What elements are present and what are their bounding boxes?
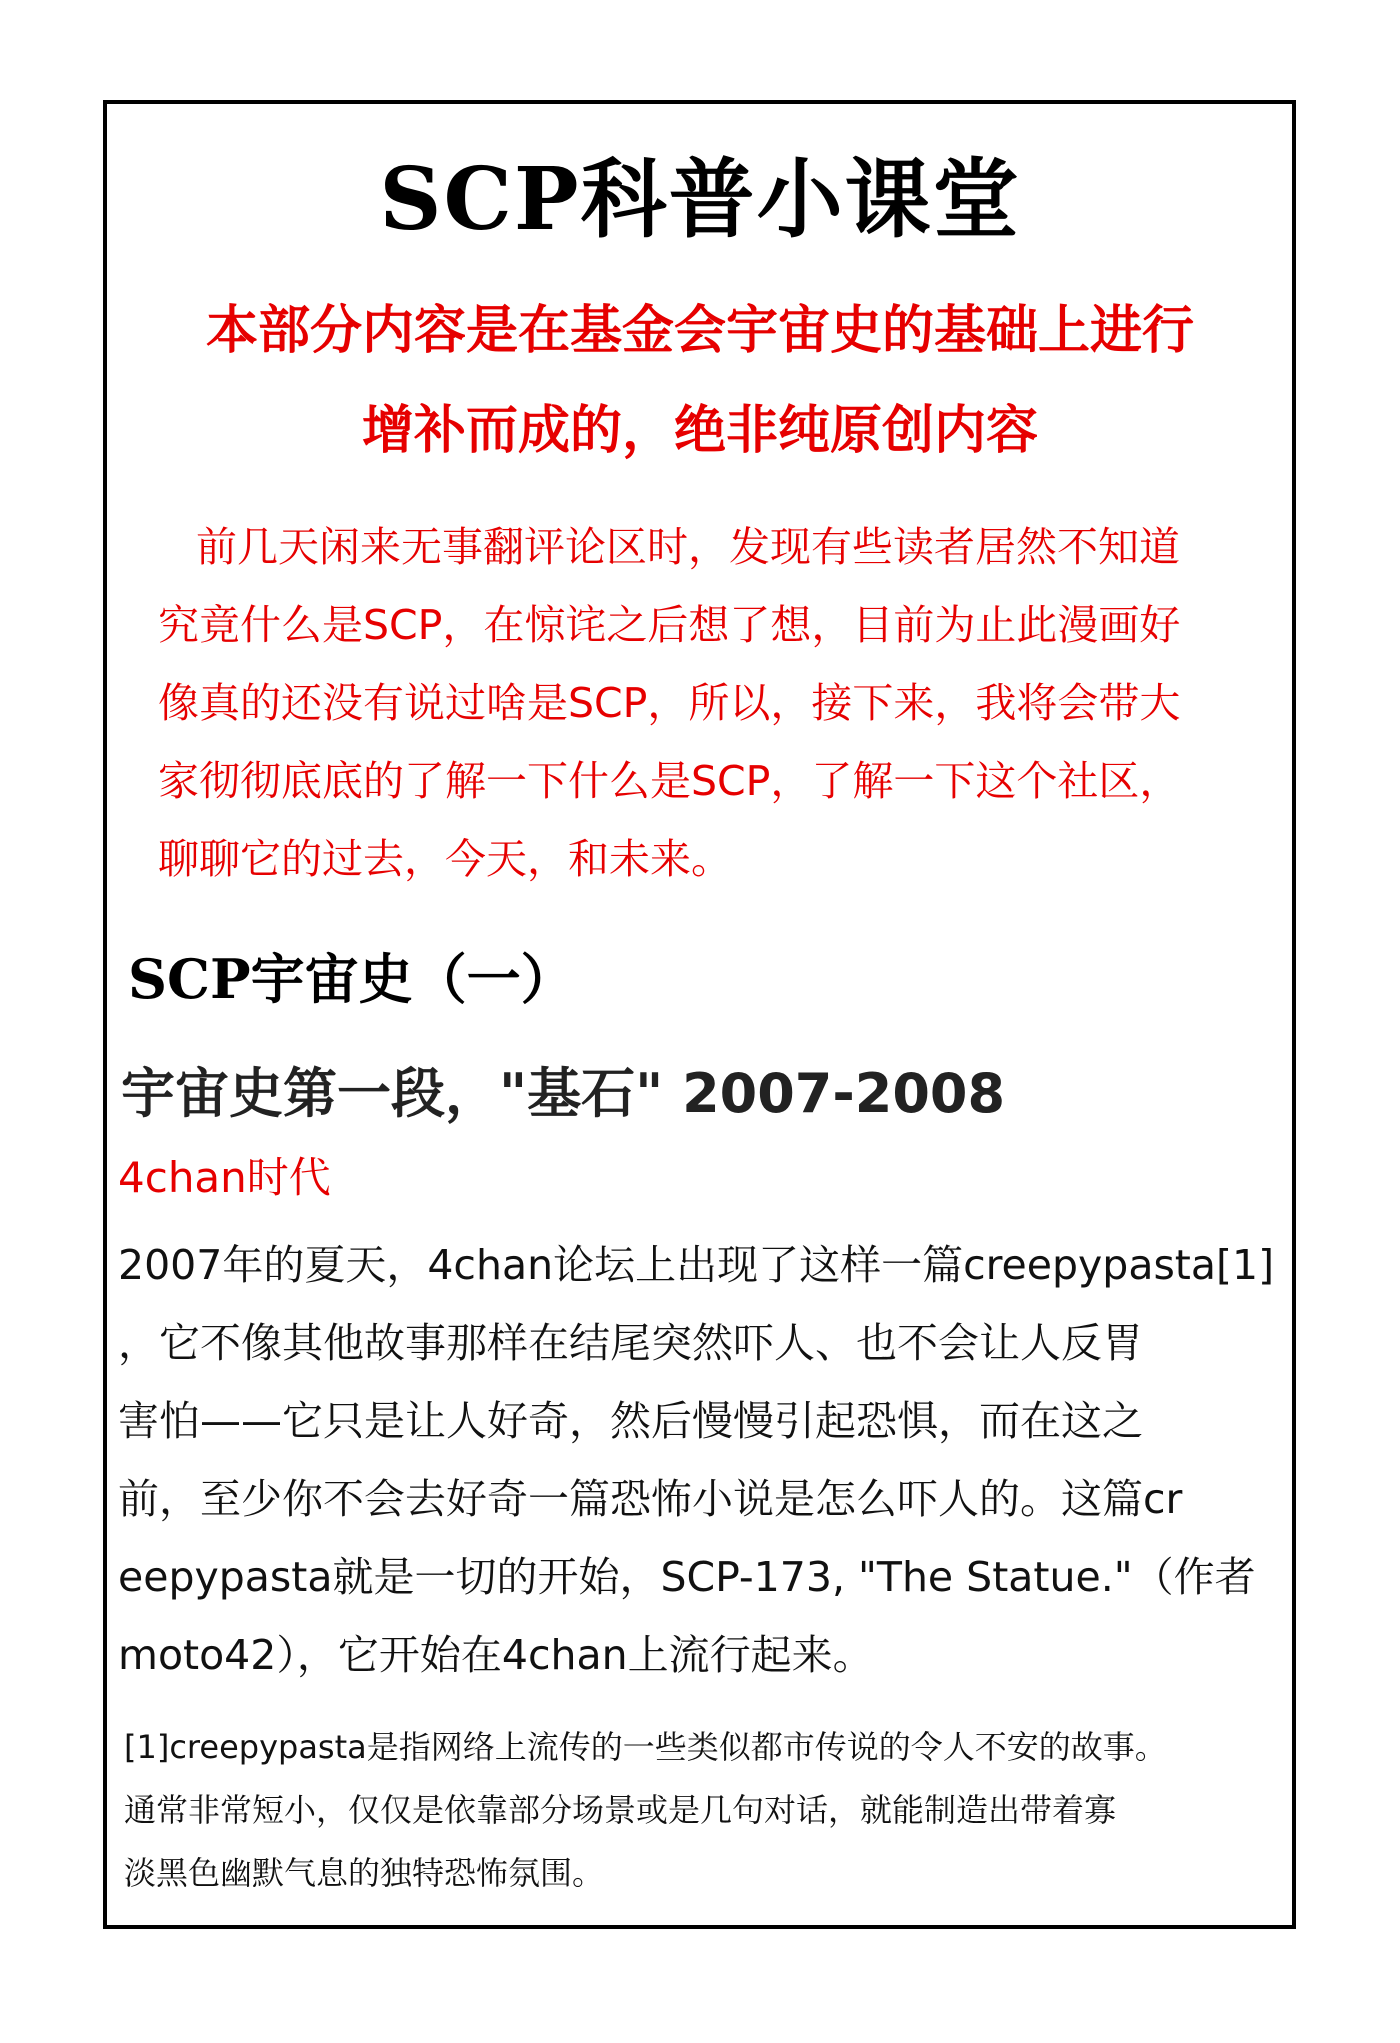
section-title: SCP宇宙史（一） [128,947,575,1011]
page-title: SCP科普小课堂 [379,149,1021,250]
footnote-line-1: [1]creepypasta是指网络上流传的一些类似都市传说的令人不安的故事。 [124,1728,1167,1766]
footnote-line-3: 淡黑色幽默气息的独特恐怖氛围。 [124,1854,605,1892]
intro-line-4: 家彻彻底底的了解一下什么是SCP，了解一下这个社区， [158,757,1181,805]
footnote-line-2: 通常非常短小，仅仅是依靠部分场景或是几句对话，就能制造出带着寡 [124,1791,1117,1829]
intro-line-2: 究竟什么是SCP，在惊诧之后想了想，目前为止此漫画好 [158,601,1181,649]
body-line-4: 前，至少你不会去好奇一篇恐怖小说是怎么吓人的。这篇cr [118,1475,1183,1523]
intro-line-3: 像真的还没有说过啥是SCP，所以，接下来，我将会带大 [158,679,1181,727]
era-title: 宇宙史第一段，"基石" 2007-2008 [121,1062,1006,1125]
body-line-2: ，它不像其他故事那样在结尾突然吓人、也不会让人反胃 [118,1319,1143,1367]
subheading: 4chan时代 [118,1153,331,1202]
intro-line-1: 前几天闲来无事翻评论区时，发现有些读者居然不知道 [196,523,1180,571]
body-line-1: 2007年的夏天，4chan论坛上出现了这样一篇creepypasta[1] [118,1241,1275,1289]
disclaimer-line-2: 增补而成的，绝非纯原创内容 [361,401,1038,461]
body-line-5: eepypasta就是一切的开始，SCP-173, "The Statue."（作者 [118,1553,1256,1601]
intro-line-5: 聊聊它的过去，今天，和未来。 [158,835,732,883]
body-line-3: 害怕——它只是让人好奇，然后慢慢引起恐惧，而在这之 [118,1397,1143,1445]
body-line-6: moto42），它开始在4chan上流行起来。 [118,1631,874,1679]
disclaimer-line-1: 本部分内容是在基金会宇宙史的基础上进行 [205,301,1194,361]
